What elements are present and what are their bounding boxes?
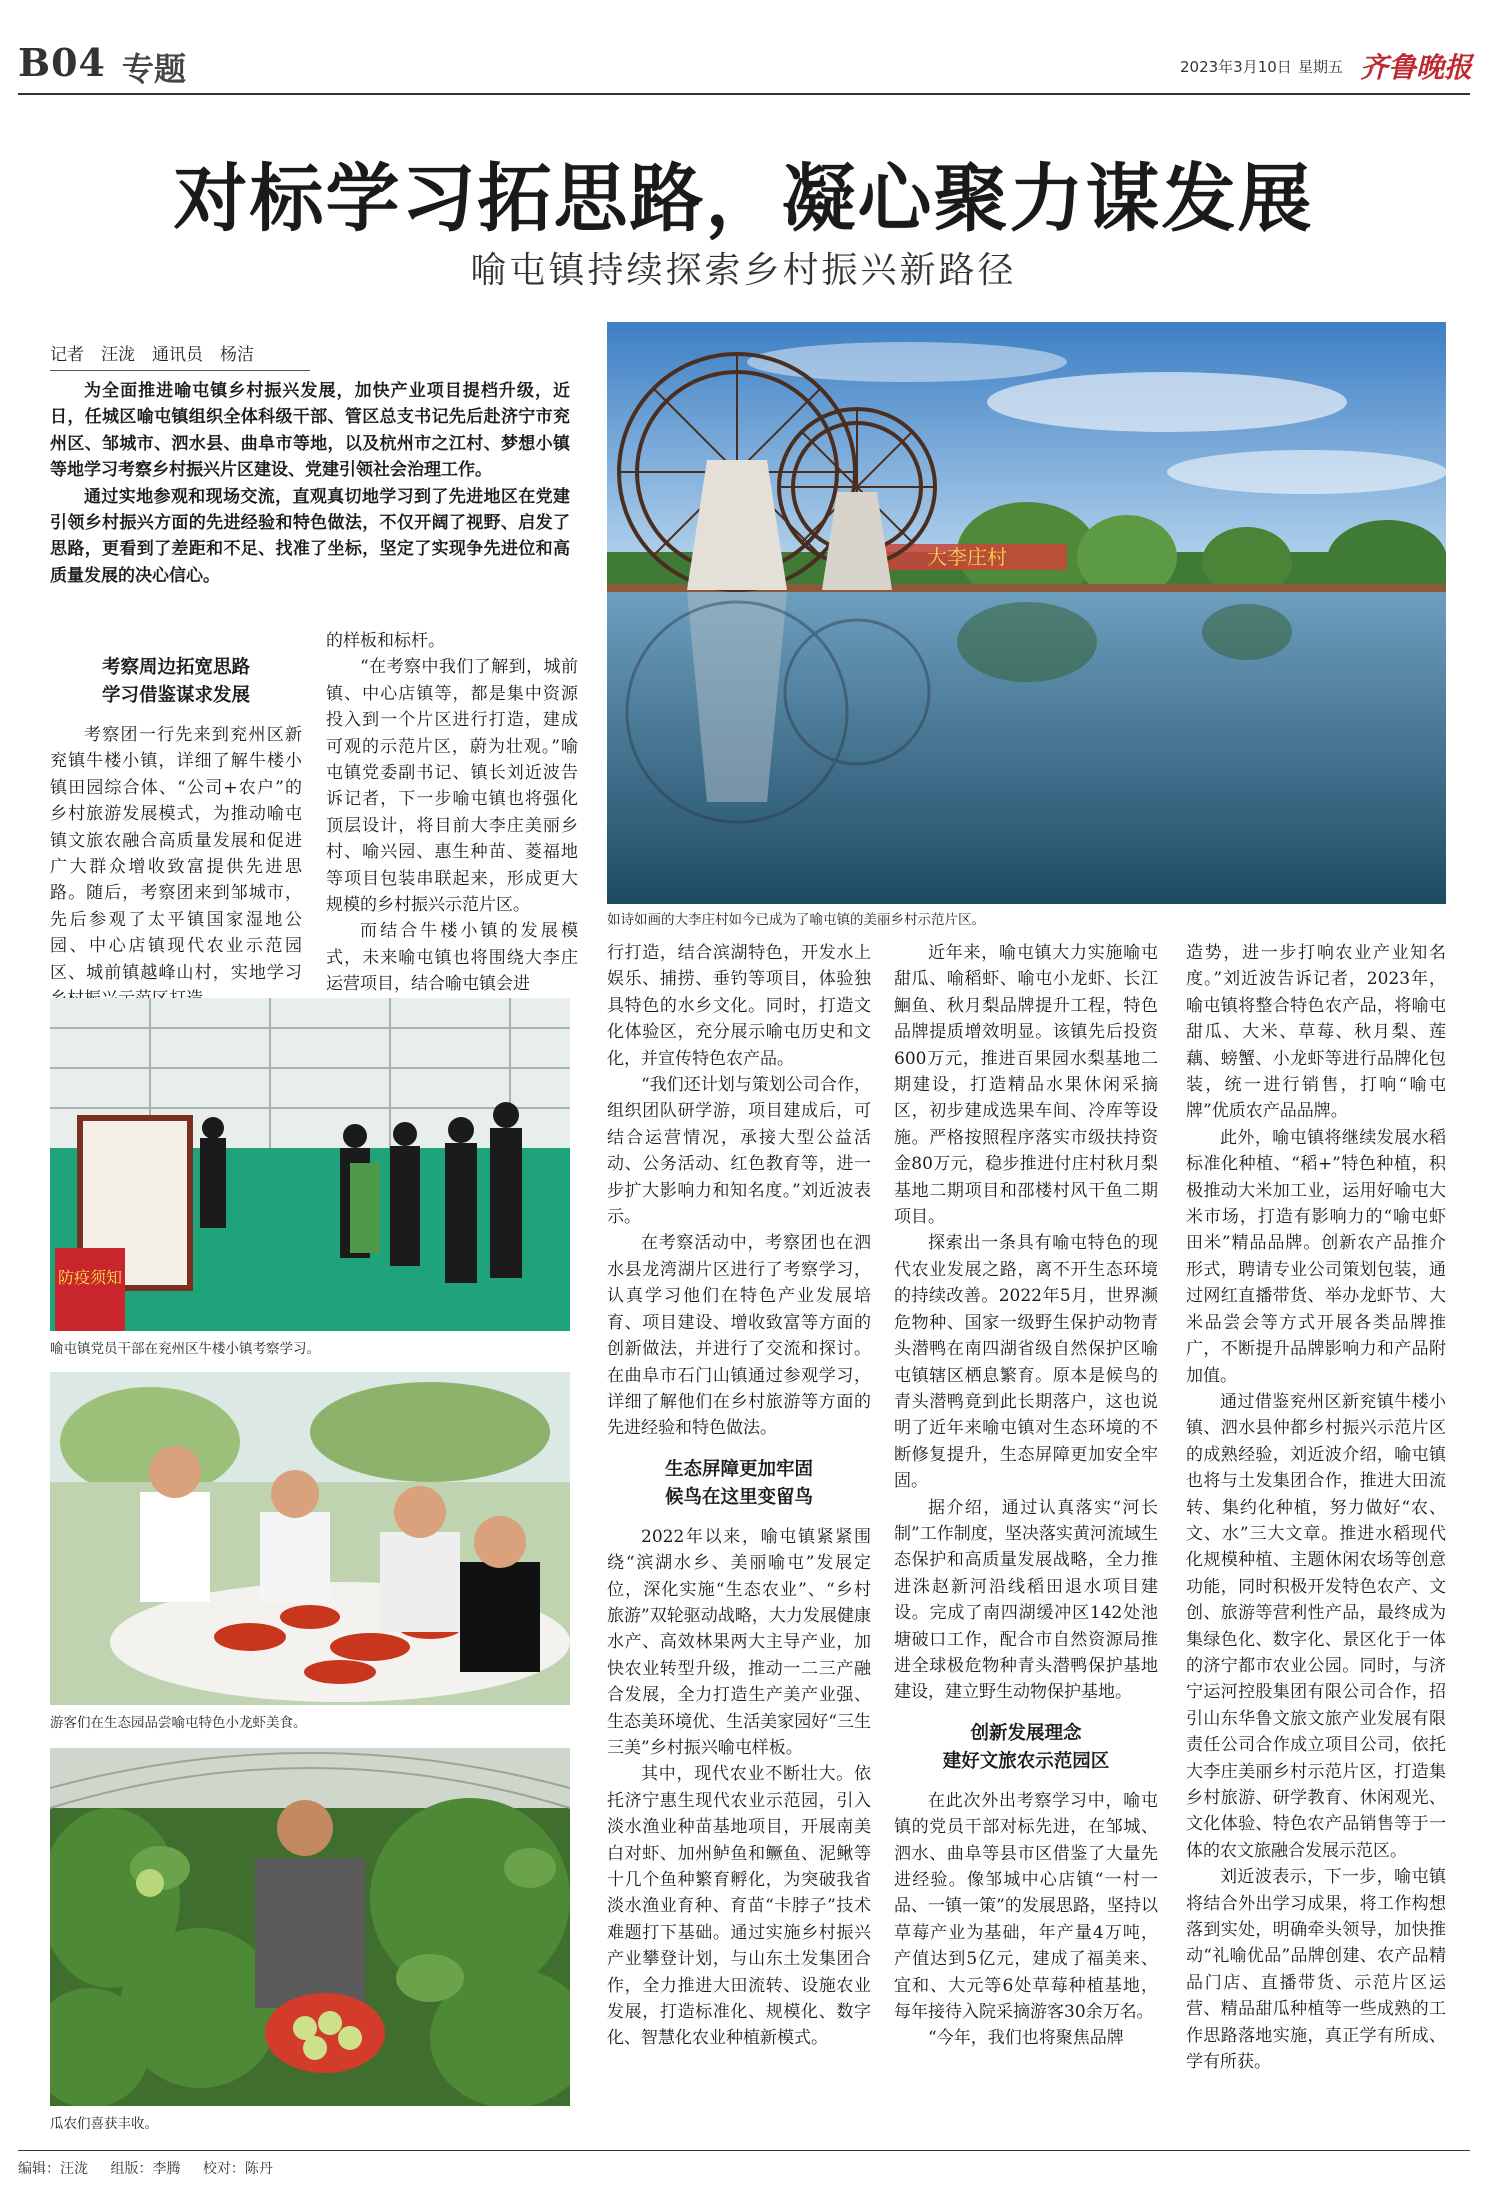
section1-title-line2: 学习借鉴谋求发展 [101, 685, 250, 706]
subheadline: 喻屯镇持续探索乡村振兴新路径 [470, 250, 1017, 291]
section2-paragraph-3: 近年来，喻屯镇大力实施喻屯甜瓜、喻稻虾、喻屯小龙虾、长江鮰鱼、秋月梨品牌提升工程，特色品牌提质增效明显。该镇先后投资600万元，推进百果园水梨基地二期建设，打造精品水果休闲采摘区，初步建成选果车间、冷库等设施。严格按照程序落实市级扶持资金80万元，稳步推进付庄村秋月梨基地二期项目和邵楼村风干鱼二期项目。 [894, 943, 1158, 1228]
section1-paragraph-4: “我们还计划与策划公司合作，组织团队研学游，项目建成后，可结合运营情况，承接大型公益活动、公务活动、红色教育等，进一步扩大影响力和知名度。”刘近波表示。 [607, 1075, 871, 1228]
photo3-caption: 游客们在生态园品尝喻屯特色小龙虾美食。 [50, 1715, 307, 1731]
issue-date: 2023年3月10日 [1180, 58, 1292, 76]
photo-inspection-visit [50, 998, 570, 1331]
footer-layout: 组版：李腾 [110, 2161, 181, 2177]
photo-crayfish-feast [50, 1372, 570, 1705]
section1-paragraph-3: 而结合牛楼小镇的发展模式，未来喻屯镇也将围绕大李庄运营项目，结合喻屯镇会进 [326, 921, 578, 995]
article-column-1 [50, 640, 302, 1012]
section2-paragraph-5: 据介绍，通过认真落实“河长制”工作制度，坚决落实黄河流域生态保护和高质量发展战略，全力推进洙赵新河沿线稻田退水项目建设。完成了南四湖缓冲区142处池塘破口工作，配合市自然资源局推进全球极危物种青头潜鸭保护基地建设，建立野生动物保护基地。 [894, 1497, 1158, 1703]
section1-title-line1: 考察周边拓宽思路 [101, 657, 250, 678]
section3-paragraph-2: “今年，我们也将聚焦品牌 [928, 2028, 1124, 2049]
newspaper-logo: 齐鲁晚报 [1360, 51, 1473, 84]
article-column-2 [326, 628, 578, 998]
lead-block [50, 378, 570, 589]
byline-rule [50, 370, 310, 371]
melon-harvest-illustration [50, 1748, 570, 2106]
section3-title-line2: 建好文旅农示范园区 [942, 1750, 1110, 1772]
section1-paragraph-1: 考察团一行先来到兖州区新兖镇牛楼小镇，详细了解牛楼小镇田园综合体、“公司+农户”的乡村旅游发展模式，为推动喻屯镇文旅农融合高质量发展和促进广大群众增收致富提供先进思路。随后，考察团来到邹城市，先后参观了太平镇国家湿地公园、中心店镇现代农业示范园区、城前镇越峰山村，实地学习 [50, 725, 302, 983]
section2-title-line2: 候鸟在这里变留鸟 [664, 1486, 813, 1508]
section1-paragraph-1-cont: 的样板和标杆。 [326, 631, 445, 651]
main-photo-caption: 如诗如画的大李庄村如今已成为了喻屯镇的美丽乡村示范片区。 [607, 912, 985, 928]
section-name: 专题 [122, 50, 187, 88]
section3-paragraph-4: 通过借鉴兖州区新兖镇牛楼小镇、泗水县仲都乡村振兴示范片区的成熟经验，刘近波介绍，喻屯镇也将与土发集团合作，推进大田流转、集约化种植，努力做好“农、文、水”三大文章。推进水稻现代化规模种植、主题休闲农场等创意功能，同时积极开发特色农产、文创、旅游等营利性产品，最终成为集绿色化、数字化、景区化于一体的济宁都市农业公园。同时，与济宁运河控股集团有限公司合作，招引山东华鲁文旅文旅产业发展有限责任公司合作成立项目公司，依托大李庄美丽乡村示范片区，打造集乡村旅游、研学教育、休闲观光、文化体验、特色农产品销售等于一体的农文旅融合发展示范区。 [1186, 1391, 1446, 1861]
lead-paragraph-1: 为全面推进喻屯镇乡村振兴发展，加快产业项目提档升级，近日，任城区喻屯镇组织全体科级干部、管区总支书记先后赴济宁市兖州区、邹城市、泗水县、曲阜市等地，以及杭州市之江村、梦想小镇等地学习考察乡村振兴片区建设、党建引领社会治理工作。 [50, 381, 570, 481]
banner-text: 大李庄村 [927, 545, 1007, 569]
footer-editor: 编辑：汪泷 [18, 2161, 88, 2177]
headline: 对标学习拓思路，凝心聚力谋发展 [173, 156, 1314, 242]
article-column-3 [607, 940, 871, 2052]
article-column-5 [1186, 940, 1446, 2075]
inspection-illustration [50, 998, 570, 1331]
article-column-4 [894, 940, 1158, 2052]
section3-paragraph-2-cont: 造势，进一步打响农业产业知名度。”刘近波告诉记者，2023年，喻屯镇将整合特色农产品，将喻屯甜瓜、大米、草莓、秋月梨、莲藕、螃蟹、小龙虾等进行品牌化包装，统一进行销售，打响“喻屯牌”优质农产品品牌。 [1186, 943, 1446, 1122]
section3-title [894, 1720, 1158, 1776]
section1-paragraph-2: “在考察中我们了解到，城前镇、中心店镇等，都是集中资源投入到一个片区进行打造，建成可观的示范片区，蔚为壮观。”喻屯镇党委副书记、镇长刘近波告诉记者，下一步喻屯镇也将强化顶层设计，将目前大李庄美丽乡村、喻兴园、惠生种苗、菱福地等项目包装串联起来，形成更大规模的乡村振兴示范片区。 [326, 657, 578, 916]
footer-credits [18, 2158, 291, 2178]
section2-title [607, 1456, 871, 1512]
byline: 记者 汪泷 通讯员 杨洁 [50, 345, 254, 365]
section3-paragraph-5: 刘近波表示，下一步，喻屯镇将结合外出学习成果，将工作构想落到实处，明确牵头领导，加快推动“礼喻优品”品牌创建、农产品精品门店、直播带货、示范片区运营、精品甜瓜种植等一些成熟的工作思路落地实施，真正学有所成、学有所获。 [1186, 1867, 1446, 2073]
section2-paragraph-4: 探索出一条具有喻屯特色的现代农业发展之路，离不开生态环境的持续改善。2022年5月，世界濒危物种、国家一级野生保护动物青头潜鸭在南四湖省级自然保护区喻屯镇辖区栖息繁育。原本是候鸟的青头潜鸭竟到此长期落户，这也说明了近年来喻屯镇对生态环境的不断修复提升，生态屏障更加安全牢固。 [894, 1233, 1158, 1492]
crayfish-feast-illustration [50, 1372, 570, 1705]
section1-paragraph-3-cont: 行打造，结合滨湖特色，开发水上娱乐、捕捞、垂钓等项目，体验独具特色的水乡文化。同时，打造文化体验区，充分展示喻屯历史和文化，并宣传特色农产品。 [607, 943, 871, 1069]
lead-paragraph-2: 通过实地参观和现场交流，直观真切地学习到了先进地区在党建引领乡村振兴方面的先进经验和特色做法，不仅开阔了视野、启发了思路，更看到了差距和不足、找准了坐标，坚定了实现争先进位和高质量发展的决心信心。 [50, 486, 570, 586]
footer-rule [18, 2150, 1470, 2151]
section3-title-line1: 创新发展理念 [970, 1722, 1082, 1744]
photo2-caption: 喻屯镇党员干部在兖州区牛楼小镇考察学习。 [50, 1341, 320, 1357]
section2-title-line1: 生态屏障更加牢固 [664, 1458, 813, 1480]
header-rule [18, 93, 1470, 95]
issue-weekday: 星期五 [1298, 58, 1344, 76]
section1-paragraph-5: 在考察活动中，考察团也在泗水县龙湾湖片区进行了考察学习，认真学习他们在特色产业发展培育、项目建设、增收致富等方面的创新做法，并进行了交流和探讨。在曲阜市石门山镇通过参观学习，详细了解他们在乡村旅游等方面的先进经验和特色做法。 [607, 1233, 871, 1439]
main-photo-lake-waterwheels [607, 322, 1446, 904]
section2-paragraph-1: 2022年以来，喻屯镇紧紧围绕“滨湖水乡、美丽喻屯”发展定位，深化实施“生态农业”、“乡村旅游”双轮驱动战略，大力发展健康水产、高效林果两大主导产业，加快农业转型升级，推动一二三产融合发展，全力打造生产美产业强、生态美环境优、生活美家园好“三生三美”乡村振兴喻屯样板。 [607, 1526, 871, 1758]
photo4-caption: 瓜农们喜获丰收。 [50, 2116, 158, 2132]
photo-melon-harvest [50, 1748, 570, 2106]
section2-paragraph-2: 其中，现代农业不断壮大。依托济宁惠生现代农业示范园，引入淡水渔业种苗基地项目，开展南美白对虾、加州鲈鱼和鳜鱼、泥鳅等十几个鱼种繁育孵化，为突破我省淡水渔业育种、育苗“卡脖子”技术难题打下基础。通过实施乡村振兴产业攀登计划，与山东土发集团合作，全力推进大田流转、设施农业发展，打造标准化、规模化、数字化、智慧化农业种植新模式。 [607, 1764, 871, 2049]
section3-paragraph-1: 在此次外出考察学习中，喻屯镇的党员干部对标先进，在邹城、泗水、曲阜等县市区借鉴了大量先进经验。像邹城中心店镇“一村一品、一镇一策”的发展思路，坚持以草莓产业为基础，年产量4万吨，产值达到5亿元，建成了福美来、宜和、大元等6处草莓种植基地，每年接待入院采摘游客30余万名。 [894, 1790, 1158, 2023]
page-code: B04 [18, 40, 106, 85]
lake-scene-illustration [607, 322, 1446, 904]
section3-paragraph-3: 此外，喻屯镇将继续发展水稻标准化种植、“稻+”特色种植，积极推动大米加工业，运用好喻屯大米市场，打造有影响力的“喻屯虾田米”精品品牌。创新农产品推介形式，聘请专业公司策划包装，通过网红直播带货、举办龙虾节、大米品尝会等方式开展各类品牌推广，不断提升品牌影响力和产品附加值。 [1186, 1127, 1446, 1386]
footer-proof: 校对：陈丹 [202, 2161, 273, 2177]
sign-text: 防疫须知 [57, 1268, 123, 1287]
section1-title [50, 654, 302, 710]
